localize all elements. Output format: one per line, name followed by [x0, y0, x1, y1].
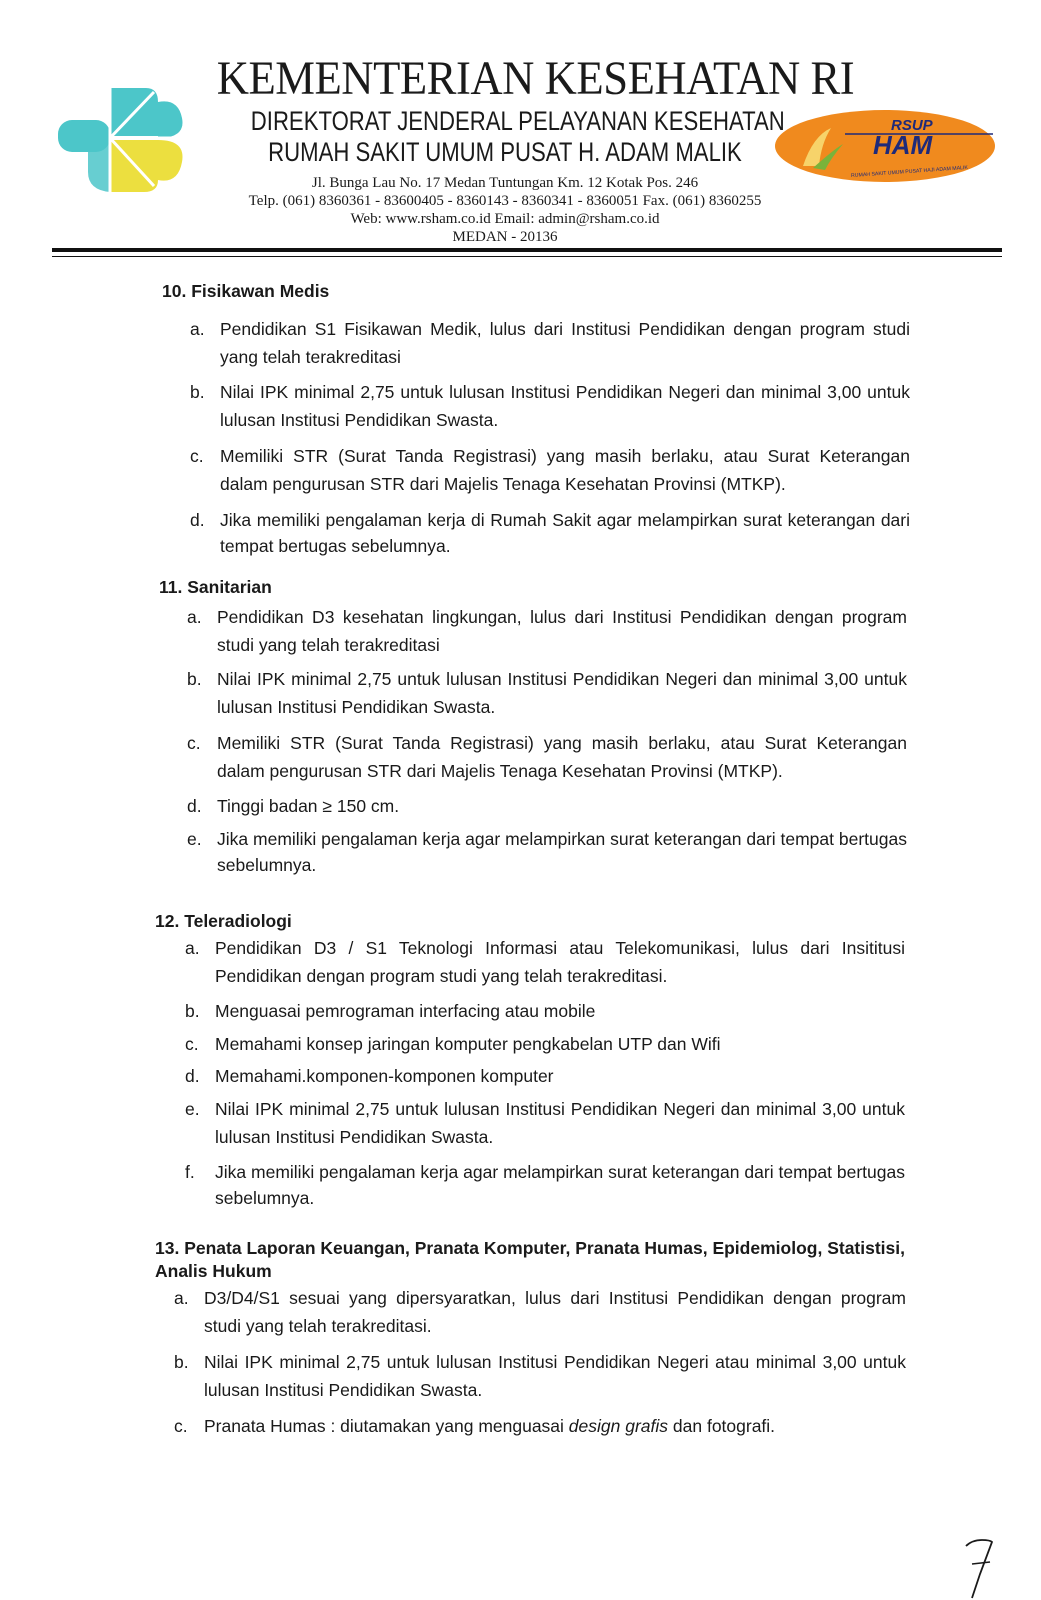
- list-item: c. Memahami konsep jaringan komputer pengkabelan UTP dan Wifi: [185, 1034, 721, 1054]
- list-item: c. Memiliki STR (Surat Tanda Registrasi) yang masih berlaku, atau Surat Keterangan dalam pengurusan STR dari Majelis Tenaga Kesehatan Provinsi (MTKP).: [187, 733, 907, 781]
- phone-line: Telp. (061) 8360361 - 83600405 - 8360143 - 8360341 - 8360051 Fax. (061) 8360255: [248, 193, 762, 209]
- list-item: a. Pendidikan S1 Fisikawan Medik, lulus dari Institusi Pendidikan dengan program studi yang telah terakreditasi: [190, 319, 910, 367]
- list-item: f. Jika memiliki pengalaman kerja agar melampirkan surat keterangan dari tempat bertugas sebelumnya.: [185, 1162, 905, 1208]
- list-item: b. Nilai IPK minimal 2,75 untuk lulusan Institusi Pendidikan Negeri dan minimal 3,00 untuk lulusan Institusi Pendidikan Swasta.: [190, 382, 910, 430]
- ministry-name: KEMENTERIAN KESEHATAN RI: [216, 52, 855, 105]
- list-item: c. Memiliki STR (Surat Tanda Registrasi) yang masih berlaku, atau Surat Keterangan dalam pengurusan STR dari Majelis Tenaga Kesehatan Provinsi (MTKP).: [190, 446, 910, 494]
- address-line: Jl. Bunga Lau No. 17 Medan Tuntungan Km. 12 Kotak Pos. 246: [311, 175, 699, 191]
- list-item: b. Menguasai pemrograman interfacing atau mobile: [185, 1001, 596, 1021]
- page-number-handwritten: [958, 1530, 998, 1600]
- logo-caption-text: RUMAH SAKIT UMUM PUSAT HAJI ADAM MALIK: [850, 164, 969, 180]
- list-item: c. Pranata Humas : diutamakan yang menguasai design grafis dan fotografi.: [174, 1416, 776, 1436]
- list-item: a. Pendidikan D3 / S1 Teknologi Informasi atau Telekomunikasi, lulus dari Insititusi Pendidikan dengan program studi yang telah terakreditasi.: [185, 938, 905, 986]
- section-title-sanitarian: 11. Sanitarian: [159, 577, 272, 597]
- list-item: d. Tinggi badan ≥ 150 cm.: [187, 796, 400, 816]
- list-item: e. Jika memiliki pengalaman kerja agar melampirkan surat keterangan dari tempat bertugas sebelumnya.: [187, 829, 907, 875]
- logo-rsup-text: RSUP: [891, 117, 933, 134]
- list-item: b. Nilai IPK minimal 2,75 untuk lulusan Institusi Pendidikan Negeri dan minimal 3,00 untuk lulusan Institusi Pendidikan Swasta.: [187, 669, 907, 717]
- list-item: b. Nilai IPK minimal 2,75 untuk lulusan Institusi Pendidikan Negeri atau minimal 3,00 untuk lulusan Institusi Pendidikan Swasta.: [174, 1352, 906, 1400]
- list-item: a. Pendidikan D3 kesehatan lingkungan, lulus dari Institusi Pendidikan dengan program studi yang telah terakreditasi: [187, 607, 907, 655]
- web-line: Web: www.rsham.co.id Email: admin@rsham.co.id: [350, 211, 660, 227]
- section-title-teleradiologi: 12. Teleradiologi: [155, 911, 292, 931]
- logo-ham-text: HAM: [873, 130, 933, 160]
- directorate-name: DIREKTORAT JENDERAL PELAYANAN KESEHATAN: [250, 106, 785, 136]
- list-item: a. D3/D4/S1 sesuai yang dipersyaratkan, lulus dari Institusi Pendidikan dengan program studi yang telah terakreditasi.: [174, 1288, 906, 1336]
- hospital-name: RUMAH SAKIT UMUM PUSAT H. ADAM MALIK: [268, 137, 742, 167]
- section-title-penata: 13. Penata Laporan Keuangan, Pranata Komputer, Pranata Humas, Epidemiolog, Statistisi, Analis Hukum: [155, 1238, 905, 1281]
- section-title-fisikawan-medis: 10. Fisikawan Medis: [162, 281, 330, 301]
- city-line: MEDAN - 20136: [452, 229, 558, 245]
- list-item: d. Jika memiliki pengalaman kerja di Rumah Sakit agar melampirkan surat keterangan dari tempat bertugas sebelumnya.: [190, 510, 910, 556]
- list-item: d. Memahami.komponen-komponen komputer: [185, 1066, 554, 1086]
- list-item: e. Nilai IPK minimal 2,75 untuk lulusan Institusi Pendidikan Negeri dan minimal 3,00 untuk lulusan Institusi Pendidikan Swasta.: [185, 1099, 905, 1147]
